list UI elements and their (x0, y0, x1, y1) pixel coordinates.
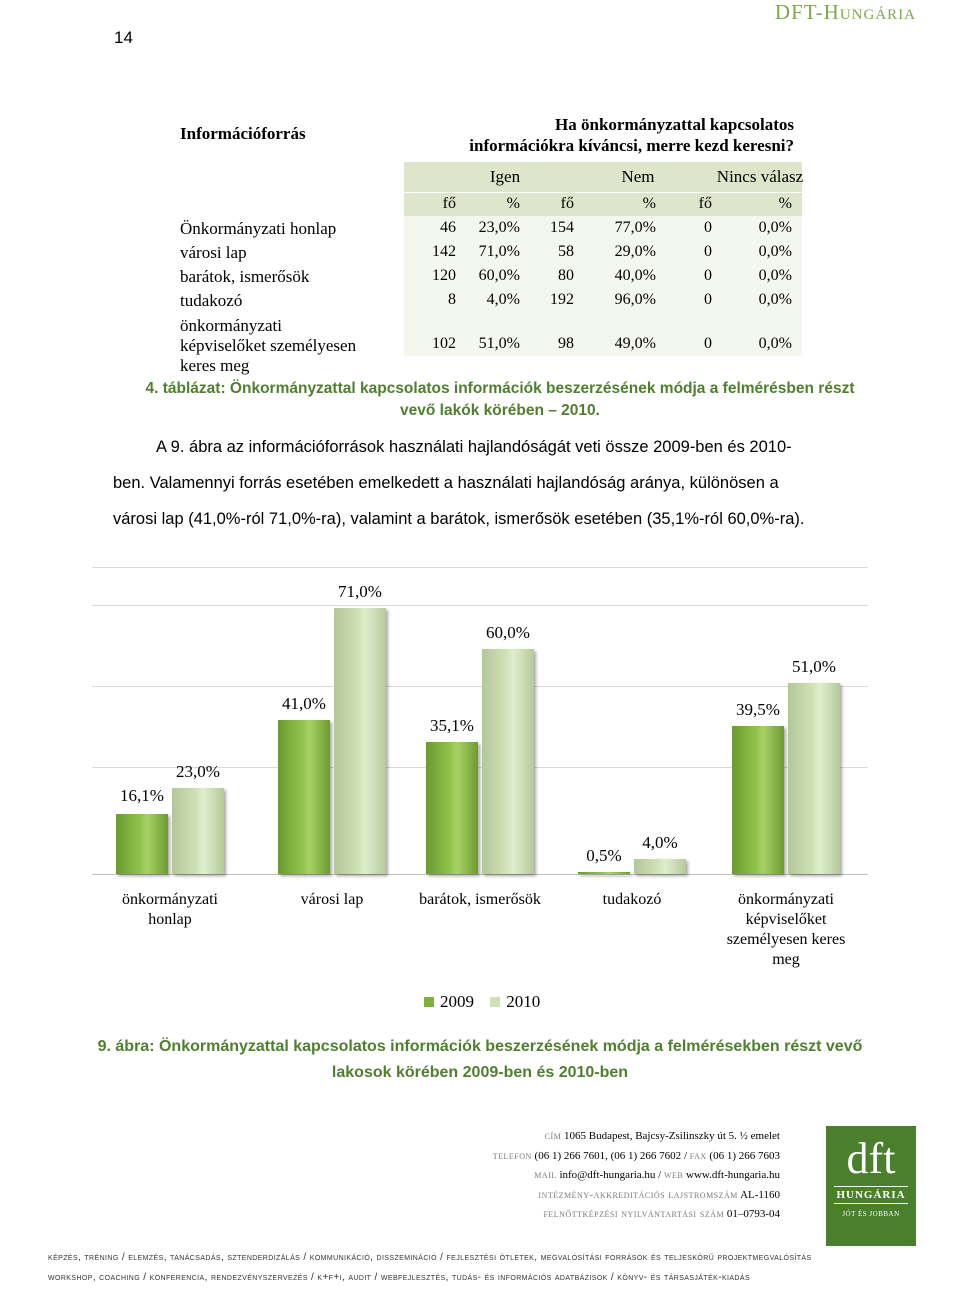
legend-label-2009: 2009 (440, 992, 474, 1011)
table-cell: 80 (558, 267, 574, 284)
table-cell: 142 (432, 243, 456, 260)
legend-label-2010: 2010 (506, 992, 541, 1011)
table-cell: 77,0% (614, 219, 656, 236)
table-cell: 71,0% (478, 243, 520, 260)
chart-data-label: 39,5% (736, 699, 780, 719)
chart-bar-2009 (732, 726, 784, 874)
footer-services-line1: képzés, tréning / elemzés, tanácsadás, sztenderdizálás / kommunikáció, disszemináció / fejlesztési ötletek, megvalósítási források és teljeskörű projektmegvalósítás (48, 1252, 812, 1263)
chart-bar-2010 (334, 608, 386, 874)
table-cell: 98 (558, 335, 574, 352)
chart-bar-2010 (172, 788, 224, 874)
chart-bar-2009 (578, 872, 630, 874)
footer-accreditation (493, 1186, 780, 1206)
footer-contact (493, 1127, 780, 1225)
table-cell: 0,0% (758, 243, 792, 260)
footer-value: 01–0793-04 (726, 1208, 780, 1220)
footer-value: AL-1160 (740, 1188, 780, 1201)
table-cell: 60,0% (478, 267, 520, 284)
table-group-nincs: Nincs válasz (716, 167, 804, 186)
table-cell: 23,0% (478, 219, 520, 236)
chart-category-label (257, 890, 407, 910)
chart-x-axis (92, 874, 868, 875)
footer-value: info@dft-hungaria.hu (559, 1169, 656, 1181)
table-row-label-line: képviselőket személyesen (180, 336, 357, 355)
table-caption (60, 378, 940, 422)
table-cell: 96,0% (614, 291, 656, 308)
table-cell: 0 (704, 243, 712, 260)
table-question-line1: Ha önkormányzattal kapcsolatos (555, 115, 794, 134)
brand-logo-text: DFT-Hungária (774, 0, 916, 24)
logo-sub: HUNGÁRIA (834, 1186, 908, 1204)
table-row-label-line: önkormányzati (180, 316, 282, 335)
footer-value: 1065 Budapest, Bajcsy-Zsilinszky út 5. ½ emelet (564, 1130, 780, 1142)
table-cell: 0,0% (758, 267, 792, 284)
table-row-label: tudakozó (180, 291, 243, 310)
table-row-label: Önkormányzati honlap (180, 219, 337, 238)
chart-bar-2010 (788, 683, 840, 874)
chart-gridline (92, 605, 868, 606)
chart-bar-2010 (482, 649, 534, 874)
logo-tagline: JÓT ÉS JOBBAN (842, 1210, 900, 1218)
chart-data-label: 23,0% (176, 761, 220, 781)
footer-address (493, 1127, 780, 1147)
subhead-fo-nincs: fő (698, 195, 712, 212)
table-cell: 120 (432, 267, 456, 284)
table-caption-line2: vevő lakók körében – 2010. (400, 402, 600, 419)
footer-key: felnőttképzési nyilvántartási szám (543, 1208, 725, 1220)
chart-category-label-line: önkormányzati (122, 891, 218, 908)
table-row-label-line: keres meg (180, 356, 250, 375)
table-group-nem: Nem (621, 167, 655, 186)
table-cell: 0,0% (758, 335, 792, 352)
chart-gridline (92, 686, 868, 687)
chart-category-label-line: képviselőket (745, 911, 827, 928)
chart-gridline (92, 567, 868, 568)
chart-bar-2010 (634, 859, 686, 874)
body-paragraph-line2: ben. Valamennyi forrás esetében emelkedett a használati hajlandóság aránya, különösen a (113, 474, 779, 492)
table-cell: 0 (704, 219, 712, 236)
chart-data-label: 41,0% (282, 694, 326, 714)
footer-key: telefon (492, 1149, 532, 1162)
chart-data-label: 71,0% (338, 581, 382, 601)
chart-bar-2009 (278, 720, 330, 874)
chart-bar-2009 (426, 742, 478, 874)
chart-bar-2009 (116, 814, 168, 874)
footer-services-line2: workshop, coaching / konferencia, rendezvényszervezés / k+f+i, audit / webfejlesztés, tudás- és információs adatbázisok / könyv- és társasjáték-kiadás (48, 1272, 751, 1283)
footer-mail: mail info@dft-hungaria.hu / web www.dft-hungaria.hu (534, 1169, 780, 1181)
table-cell: 0 (704, 335, 712, 352)
table-row-label (180, 316, 356, 376)
chart-category-label (405, 890, 555, 910)
table-cell: 49,0% (614, 335, 656, 352)
chart-category-label-line: tudakozó (602, 891, 662, 908)
chart-category-label (711, 890, 861, 970)
chart-data-label: 51,0% (792, 656, 836, 676)
chart-category-label-line: honlap (148, 911, 192, 928)
table-question-line2: információkra kíváncsi, merre kezd keresni? (469, 136, 794, 155)
body-paragraph-line3: városi lap (41,0%-ról 71,0%-ra), valamint a barátok, ismerősök esetében (35,1%-ról 60,0%-ra). (113, 510, 805, 528)
figure-caption-line1: 9. ábra: Önkormányzattal kapcsolatos információk beszerzésének módja a felmérésekben részt vevő (97, 1038, 863, 1055)
chart-category-label (557, 890, 707, 910)
body-paragraph-line1: A 9. ábra az információforrások használati hajlandóságát veti össze 2009-ben és 2010- (156, 438, 792, 456)
table-cell: 4,0% (486, 291, 520, 308)
footer-value: (06 1) 266 7603 (709, 1149, 780, 1162)
chart-data-label: 35,1% (430, 716, 474, 736)
legend-swatch-2010 (490, 997, 500, 1007)
table-row-label: barátok, ismerősök (180, 267, 310, 286)
table-group-igen: Igen (489, 167, 521, 186)
table-caption-line1: 4. táblázat: Önkormányzattal kapcsolatos információk beszerzésének módja a felmérésben részt (145, 380, 855, 397)
chart-data-label: 4,0% (642, 833, 678, 852)
figure-caption (40, 1034, 920, 1086)
footer-key: intézmény-akkreditációs lajstromszám (538, 1188, 738, 1201)
chart-category-label-line: barátok, ismerősök (419, 891, 541, 908)
figure-caption-line2: lakosok körében 2009-ben és 2010-ben (331, 1064, 629, 1081)
subhead-fo-igen: fő (442, 195, 456, 212)
table-cell: 0 (704, 291, 712, 308)
dft-logo (826, 1126, 916, 1246)
footer-key: web (663, 1169, 684, 1181)
chart-category-label-line: meg (772, 951, 800, 968)
table-cell: 46 (440, 219, 456, 236)
subhead-pct-nincs: % (778, 195, 792, 212)
footer-key: fax (689, 1149, 707, 1162)
footer-value: www.dft-hungaria.hu (686, 1169, 780, 1181)
chart-category-label-line: városi lap (300, 891, 364, 908)
table-cell: 0 (704, 267, 712, 284)
chart-category-label-line: személyesen keres (726, 931, 846, 948)
table-cell: 154 (550, 219, 574, 236)
subhead-fo-nem: fő (560, 195, 574, 212)
table-column-label: Információforrás (180, 124, 306, 143)
table-cell: 102 (432, 335, 456, 352)
table-cell: 40,0% (614, 267, 656, 284)
table-row-label: városi lap (180, 243, 247, 262)
table-cell: 192 (550, 291, 574, 308)
table-cell: 29,0% (614, 243, 656, 260)
chart-category-label (95, 890, 245, 930)
table-cell: 51,0% (478, 335, 520, 352)
table-cell: 0,0% (758, 219, 792, 236)
chart-data-label: 60,0% (486, 623, 530, 642)
legend-swatch-2009 (424, 997, 434, 1007)
subhead-pct-nem: % (642, 195, 656, 212)
subhead-pct-igen: % (506, 195, 520, 212)
footer-adult-ed (493, 1205, 780, 1225)
footer-value: (06 1) 266 7601, (06 1) 266 7602 (534, 1149, 682, 1162)
footer-key: cím (544, 1130, 562, 1142)
chart-data-label: 16,1% (120, 785, 164, 805)
table-cell: 0,0% (758, 291, 792, 308)
footer-key: mail (534, 1169, 557, 1181)
chart-legend (424, 992, 540, 1012)
table-cell: 58 (558, 243, 574, 260)
logo-main: dft (846, 1134, 896, 1183)
footer-phone: telefon (06 1) 266 7601, (06 1) 266 7602 / fax (06 1) 266 7603 (492, 1149, 780, 1162)
page-number: 14 (114, 28, 133, 47)
table-question (420, 114, 794, 156)
chart-data-label: 0,5% (586, 846, 622, 865)
chart-category-label-line: önkormányzati (738, 891, 834, 908)
table-cell: 8 (448, 291, 456, 308)
